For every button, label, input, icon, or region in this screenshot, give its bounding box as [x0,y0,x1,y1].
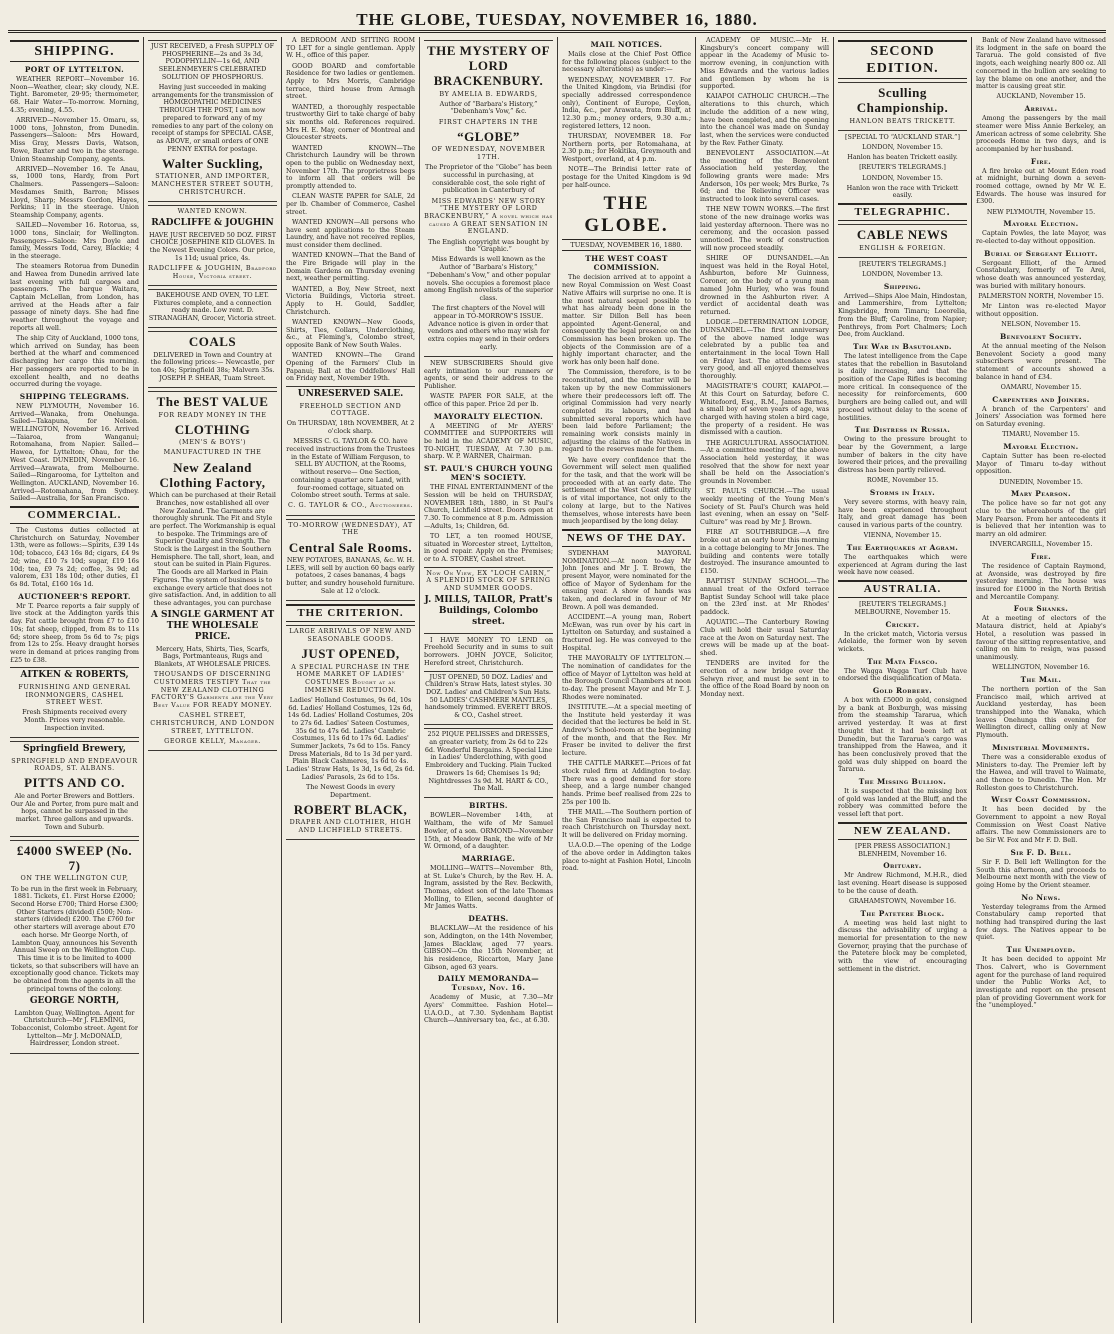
shipping-news-2: The ship City of Auckland, 1000 tons, which arrived on Sunday, has been berthed at the wharf and commenced discharging her cargo this morning. Her passengers are reported to be in excellent health, and no deaths occurred during the voyage. [10,334,139,389]
radcliffe-address: RADCLIFFE & JOUGHIN, Bradford House, Victoria street. [148,263,277,280]
west-coast-body-3: We have every confidence that the Government will select men qualified for the task, and that the work will be proceeded with at an early date. The settlement of the West Coast difficulty is of vital importance, not only to the colony at large, but to the Natives themselves, whose interests have been much jeopardised by the long delay. [562,455,691,526]
mayoral-body: Captain Powles, the late Mayor, was re-elected to-day without opposition. [976,229,1106,246]
mail-heading: MAIL NOTICES. [590,40,663,49]
pitts-body: Ale and Porter Brewers and Bottlers. Our Ale and Porter, from pure malt and hops, cannot be surpassed in the market. Three gallons and upwards. Town and Suburb. [10,791,139,831]
ad-pique [424,728,553,798]
just-received: JUST RECEIVED, a Fresh SUPPLY OF PHOSPHERINE—2s and 3s 3d, PODOPHYLLIN—1s 6d, AND SEELENMEYER'S CELEBRATED SOLUTION OF PHOSPHORUS. [150,42,275,81]
sale-body: MESSRS C. G. TAYLOR & CO. have received instructions from the Trustees in the Estate of William Ferguson, to SELL BY AUCTION, at the Rooms, without reserve— One Section, containing a quarter acre Land, with four-roomed cottage, situated on Colombo street south. Terms at sale. [286,437,415,500]
mata-subhead: The Mata Fiasco. [867,656,938,666]
auction-body: Mr T. Pearce reports a fair supply of live stock at the Addington yards this day. Fat cattle brought from £7 to £10 10s; fat sheep, clipped, from 8s to 11s 6d; store sheep, from 5s 6d to 7s; pigs from 12s to 25s. Heavy draught horses were in demand at prices ranging from £25 to £38. [10,601,139,664]
fire-body: A fire broke out at Mount Eden road at midnight, burning down a seven-roomed cottage, owned by Mr W. E. Edwards. The house was insured for £300. [976,166,1106,206]
large-arrivals: LARGE ARRIVALS OF NEW AND SEASONABLE GOODS. [289,627,412,643]
globe-dateline: TUESDAY, NOVEMBER 16, 1880. [562,239,691,251]
shipping-heading: SHIPPING. [10,40,139,62]
copyright: The English copyright was bought by the “Graphic.” [428,237,549,254]
distress-body: Owing to the pressure brought to bear by the Government, a large number of bakers in the city have lowered their prices, and the prevailing distress has been partly relieved. [838,435,967,475]
second-edition: SECOND EDITION. [838,40,967,79]
oamaru-dateline: OAMARU, November 15. [1000,382,1082,391]
sweep-body: To be run in the first week in February, 1881. Tickets, £1. First Horse £2000; Second Horse £700; Third Horse £300; Other Starters (divided) £500; Non-starters (divided) £200. The £760 for other starters will average about £70 each horse. Mr George North, of Lambton Quay, announces his Seventh Annual Sweep on the Wellington Cup. This time it is to be limited to 4000 tickets, so that subscribers will have an exceptionally good chance. Tickets may be obtained from the agents in all the principal towns of the colony. [10,884,139,993]
dunedin-dateline: DUNEDIN, November 15. [999,477,1083,486]
arrival-subhead: Arrival. [1024,104,1058,114]
costume-list: Ladies' Holland Costumes, 9s 6d, 10s 6d. Ladies' Holland Costumes, 12s 6d, 14s 6d. Ladies' Holland Costumes, 20s to 27s 6d. Ladies' Sateen Costumes, 35s 6d to 47s 6d. Ladies' Cambric Costumes, 11s 6d to 17s 6d. Ladies' Summer Jackets, 7s 6d to 15s. Fancy Dress Materials, 8d to 1s 3d per yard. Plain Black Cashmeres, 1s 6d to 4s. Ladies' Straw Hats, 1s 3d, 1s 6d, 2s 6d. Ladies' Parasols, 2s 6d to 15s. [286,695,415,781]
cricket-body: In the cricket match, Victoria versus Adelaide, the former won by seven wickets. [838,629,967,653]
springfield-line: SPRINGFIELD AND ENDEAVOUR ROADS, ST. ALBANS. [11,756,138,773]
obituary-subhead: Obituary. [883,861,922,871]
earthquakes-subhead: The Earthquakes at Agram. [846,543,959,553]
hanlon-body-1: Hanlon has beaten Trickett easily. [847,153,958,162]
unemployed-subhead: The Unemployed. [1006,945,1076,955]
ad-board: GOOD BOARD and comfortable Residence for two ladies or gentlemen. Apply to Mrs Morris, Cambridge terrace, third house from Armagh street. [286,61,415,101]
news-benevolent: BENEVOLENT ASSOCIATION.—At the meeting of the Benevolent Association held yesterday, the following grants were made: Mrs Anderson, 10s per week; Mrs Burke, 7s 6d; and the Relieving Officer was instructed to look into several cases. [700,148,829,204]
bell-subhead: Sir F. D. Bell. [1010,847,1072,857]
radcliffe-line: HAVE JUST RECEIVED 50 DOZ. FIRST CHOICE JOSEPHINE KID GLOVES. In the Newest Evening Colors. Our price, 1s 11d; usual price, 4s. [148,230,277,262]
daily-heading: DAILY MEMORANDA—Tuesday, Nov. 16. [437,974,540,993]
ad-known-3: WANTED KNOWN—New Goods, Shirts, Ties, Collars, Underclothing, &c., at Fleming's, Colombo street, opposite Bank of New South Wales. [286,317,415,350]
missing-subhead: The Missing Bullion. [858,777,947,787]
column-3 [282,37,420,1323]
four-body: At a meeting of electors of the Mataura district, held at Apiaby's Hotel, a resolution was passed in favour of the sitting representative, and calling on him to resign, was passed unanimously. [976,614,1106,661]
st-pauls-heading: ST. PAUL'S CHURCH YOUNG MEN'S SOCIETY. [424,464,553,483]
special-purchase: A SPECIAL PURCHASE IN THE HOME MARKET OF LADIES' COSTUMES Bought at an IMMENSE REDUCTION. [291,662,410,694]
commercial-heading: COMMERCIAL. [10,506,139,524]
globe-date: OF WEDNESDAY, NOVEMBER 17TH. [431,145,546,162]
daily-body: Academy of Music, at 7.30—Mr Ayers' Committee. Fashion Hotel—U.A.O.D., at 7.30. Sydenham Baptist Church—Anniversary tea, &c., at 6.30. [424,993,553,1025]
shipping-telegrams: NEW PLYMOUTH, November 16. Arrived—Wanaka, from Onehunga. Sailed—Takapuna, for Nelson. WELLINGTON, November 16. Arrived—Taiaroa, from Wanganui; Rotomahana, from Napier. Sailed—Hawea, for Lyttelton; Ohau, for the West Coast. DUNEDIN, November 16. Arrived—Arawata, from Melbourne. Sailed—Ringarooma, for Lyttelton and Wellington. AUCKLAND, November 16. Arrived—Rotomahana, from Sydney. Sailed—Australia, for San Francisco. [10,401,139,503]
port-heading: PORT OF LYTTELTON. [24,65,125,74]
sculling-block [838,82,967,131]
news-2: ACCIDENT.—A young man, Robert McEwan, was run over by his cart in Lyttelton on Saturday, and sustained a fractured leg. He was conveyed to the Hospital. [562,613,691,652]
sale-date: On THURSDAY, 18th NOVEMBER, At 2 o'clock sharp. [286,419,415,436]
ad-laundry: WANTED KNOWN—The Christchurch Laundry will be thrown open to the public on Wednesday next, November 17th. The proprietress begs to inform all that orders will be promptly attended to. [286,143,415,191]
ad-bakehouse [148,289,277,328]
commission-body: It has been decided by the Government to appoint a new Royal Commission on West Coast Native affairs. The new Commissioners are to be Sir W. Fox and Mr F. D. Bell. [976,805,1106,845]
vienna-dateline: VIENNA, November 15. [863,531,942,540]
mail-note: NOTE—The Brindisi letter rate of postage for the United Kingdom is 9d per half-ounce. [562,165,691,189]
no-news-body: Yesterday telegrams from the Armed Constabulary camp reported that nothing had transpired during the last few days. The Natives appear to be quiet. [976,902,1106,942]
commercial-body: The Customs duties collected at Christchurch on Saturday, November 13th, were as follows:—Spirits, £39 14s 10d; tobacco, £43 16s 8d; cigars, £4 9s 2d; wine, £10 7s 10d; sugar, £19 16s 10d; tea, £9 7s 2d; coffee, 3s 9d; ad valorem, £31 18s 10d; other duties, £1 6s 8d. Total, £160 16s 1d. [10,526,139,588]
new-plymouth-dateline: NEW PLYMOUTH, November 15. [986,207,1096,216]
cashel-street: CASHEL STREET, CHRISTCHURCH, AND LONDON STREET, LYTTELTON. [150,711,275,735]
column-7 [834,37,972,1323]
news-tender: TENDERS are invited for the erection of a new bridge over the Selwyn river, and must be sent in to the office of the Road Board by noon on Monday next. [700,659,829,698]
wellington-dateline: WELLINGTON, November 16. [992,663,1090,672]
wanted-known: WANTED KNOWN. [177,206,248,215]
pique-body: 252 PIQUE PELISSES and DRESSES, an greater variety, from 2s 6d to 22s 6d. Wonderful Bargains. A Special Line in Ladies' Underclothing, with good Embroidery and Tucking. Plain Tucked Drawers 1s 6d; Chemises 1s 9d; Nightdresses 3s 9d. M. HART & CO., The Mall. [424,730,553,793]
newest-goods: The Newest Goods in every Department. [306,783,395,799]
fire-2-subhead: Fire. [1030,551,1052,561]
manager: GEORGE KELLY, Manager. [164,736,261,745]
weather-report: WEATHER REPORT—November 16. Noon—Weather, clear; sky cloudy, N.E. Tight. Barometer, 29·95; thermometer, 68. Hair Water—To-morrow. Morning, 4.35; evening, 4.55. [10,75,139,114]
bank-gold: Bank of New Zealand have witnessed its lodgment in the safe on board the Tararua. The gold consisted of five ingots, each weighing nearly 800 oz. All concerned in the bullion are seeking to lay the blame on one another, and the matter is causing great stir. [976,37,1106,91]
aitken-name: AITKEN & ROBERTS, [20,670,129,681]
homoeopathic-notice: Having just succeeded in making arrangements for the transmission of HOMŒOPATHIC MEDICINES THROUGH THE POST, I am now prepared to forward any of my remedies to any part of the colony on receipt of stamps for SPECIAL CASE, as ABOVE, or small orders of ONE PENNY EXTRA for postage. [151,83,274,153]
robert-black: ROBERT BLACK, [293,801,408,817]
news-dunsandel: SHIRE OF DUNSANDEL.—An inquest was held in the Royal Hotel, Ashburton, before Mr Guinness, Coroner, on the body of a young man named John Hurley, who was found drowned in the Ashburton river. A verdict of accidental death was returned. [700,253,829,316]
carpenters-body: A branch of the Carpenters' and Joiners' Association was formed here on Saturday evening. [976,404,1106,429]
unreserved-sale: UNRESERVED SALE. [297,389,404,400]
column-1 [6,37,144,1323]
hanlon-body-2: Hanlon won the race with Trickett easily. [846,183,959,200]
sweep-title: £4000 SWEEP (No. 7) [16,842,133,873]
news-heading: NEWS OF THE DAY. [562,529,691,547]
news-catholic: KAIAPOI CATHOLIC CHURCH.—The alterations to this church, which include the addition of a new wing, have been completed, and the opening into the chancel was made on Sunday last, when the services were conducted by the Rev. Father Ginaty. [700,92,829,147]
bakehouse-body: BAKEHOUSE AND OVEN, TO LET. Fixtures complete, and a connection ready made. Low rent. D. STRANAGHAN, Grocer, Victoria street. [148,290,277,322]
cable-block [838,224,967,258]
reuter-1: [REUTER'S TELEGRAMS.] [859,163,946,172]
timaru-dateline: TIMARU, November 15. [1002,430,1080,439]
marriage-body: MOLLING—WATTS—November 8th, at St. Luke's Church, by the Rev. H. A. Ingram, assisted by the Rev. Beckwith, Thomas, eldest son of the late Thomas Molling, to Ellen, second daughter of Mr James Watts. [424,863,553,911]
ad-coals [148,331,277,388]
palmerston-dateline: PALMERSTON NORTH, November 15. [978,292,1104,301]
arrived-2: ARRIVED—November 16. Te Anau, ss, 1000 tons, Hardy, from Port Chalmers. Passengers—Saloon: Mesdames Smith, Barron; Misses Lloyd, Sharp; Messrs Gordon, Hayes, Perkins; 11 in the steerage. Union Steamship Company, agents. [10,164,139,219]
nz-clothing-body: Which can be purchased at their Retail Branches, now established all over New Zealand. The Garments are thoroughly shrunk. The Fit and Style are perfect. The Workmanship is equal to bespoke. The Trimmings are of Superior Quality and Strength. The Stock is the Largest in the Southern Hemisphere. The tall, short, lean, and stout can be suited in Plain Figures. The Goods are all Marked in Plain Figures. The system of business is to exchange every article that does not give satisfaction. And, in addition to all these advantages, you can purchase [149,491,276,607]
first-chapters: FIRST CHAPTERS IN THE [438,117,539,126]
masthead [8,4,1106,33]
war-subhead: The War in Basutoland. [853,341,952,351]
ad-mills [424,567,553,634]
london-dateline-3: LONDON, November 13. [862,270,943,279]
new-subscribers: NEW SUBSCRIBERS Should give early intimation to our runners or agents, or send their address to the Publisher. [424,358,553,390]
ministerial-body: There was a considerable exodus of Ministers to-day. The Premier left by the Hawea, and will travel to Waimate, and thence to Dunedin. The Hon. Mr Rolleston goes to Christchurch. [976,752,1106,792]
new-story: MISS EDWARDS' NEW STORY “THE MYSTERY OF LORD BRACKENBURY,” A novel which has caused A GREAT SENSATION IN ENGLAND. [424,196,553,236]
tomorrow: TO-MORROW (WEDNESDAY), AT THE [288,520,413,537]
news-1: SYDENHAM MAYORAL NOMINATION.—At noon to-day Mr John Jones and Mr J. T. Brown, the present Mayor, were nominated for the office of Mayor of Sydenham for the ensuing year. A show of hands was taken, and declared in favour of Mr Brown. A poll was demanded. [562,548,691,611]
english-foreign: ENGLISH & FOREIGN. [859,243,946,252]
waste-paper: WASTE PAPER FOR SALE, at the office of this paper. Price 2d per lb. [424,392,553,408]
special-auckland: [SPECIAL TO “AUCKLAND STAR.”] [845,132,960,141]
melbourne-dateline: [REUTER'S TELEGRAMS.] MELBOURNE, November 15. [854,600,951,616]
patetere-body: A meeting was held last night to discuss the advisability of urging a memorial for presentation to the new Governor, praying that the purchase of the Patetere block may be completed, with the view of encouraging settlement in the district. [838,918,967,973]
north-address: Lambton Quay, Wellington. Agent for Christchurch—Mr J. FLEMING, Tobacconist, Colombo street. Agent for Lyttelton—Mr J. McDONALD, Hairdresser, London street. [11,1008,138,1048]
pitts-name: PITTS AND CO. [24,775,125,791]
central-sale-rooms: Central Sale Rooms. [288,539,413,555]
australia-heading: AUSTRALIA. [838,580,967,598]
births-body: BOWLER—November 14th, at Waltham, the wife of Mr Samuel Bowler, of a son. ORMOND—November 15th, at Meadow Bank, the wife of Mr W. Ormond, of a daughter. [424,811,553,851]
mail-subhead: The Mail. [1020,674,1062,684]
ministerial-subhead: Ministerial Movements. [992,742,1090,752]
ad-everett [424,671,553,726]
ad-boy-wanted: WANTED, a Boy, New Street, next Victoria Buildings, Victoria street. Apply to H. Gould, Saddler, Christchurch. [286,284,415,316]
author-line: Author of “Barbara's History,” “Debenham's Vow,” &c. [439,99,538,116]
marriage-heading: MARRIAGE. [461,853,516,863]
thousands: THOUSANDS OF DISCERNING CUSTOMERS TESTIFY That the NEW ZEALAND CLOTHING FACTORY'S Garments are the Very Best Value FOR READY MONEY. [151,670,274,710]
ad-mystery [424,40,553,357]
aitken-body: Fresh Shipments received every Month. Prices very reasonable. Inspection invited. [22,708,127,732]
mata-body: The Wagga Wagga Turf Club have endorsed the disqualification of Mata. [838,666,967,683]
commission-subhead: West Coast Commission. [991,795,1091,805]
hanlon-beats: HANLON BEATS TRICKETT. [849,116,956,125]
ad-known-1: WANTED KNOWN—All persons who have sent applications to the Steam Laundry, and have not received replies, must consider them declined. [286,217,415,250]
arrived-1: ARRIVED—November 15. Omaru, ss, 1000 tons, Johnston, from Dunedin. Passengers—Saloon: Mrs Howard, Miss Gray, Messrs Davis, Watson, Rowe, Baxter and two in the steerage. Union Steamship Company, agents. [10,116,139,163]
now-on-view: Now On View, EX “LOCH CAIRN,” A SPLENDID STOCK OF SPRING AND SUMMER GOODS. [426,568,551,593]
reuters-2: [REUTER'S TELEGRAMS.] [859,259,946,268]
nz-clothing-factory: New Zealand Clothing Factory, [159,459,266,490]
news-agricultural: THE AGRICULTURAL ASSOCIATION.—At a committee meeting of the above Association held yesterday, it was resolved that the show for next year shall be held on the Association's grounds in November. [700,438,829,486]
west-coast-body-1: The decision arrived at to appoint a new Royal Commission on West Coast Native Affairs will surprise no one. It is the most natural sequel possible to what has already been done in the matter. Sir Dillon Bell has been appointed Agent-General, and consequently the legal presence on the Commission has been broken up. The objects of the Commission are of a highly important character, and the work has only been half done. [562,273,691,367]
aitken-line: FURNISHING AND GENERAL IRONMONGERS, CASHEL STREET WEST. [18,682,131,707]
suckling-line: STATIONER, AND IMPORTER, MANCHESTER STREET SOUTH, CHRISTCHURCH. [151,172,274,196]
ad-freehold-sale [286,386,415,516]
final-entertainment: THE FINAL ENTERTAINMENT of the Session will be held on THURSDAY, NOVEMBER 18th, 1880, in St Paul's Church, Lichfield street. Doors open at 7.30. To commence at 8 p.m. Admission—Adults, 1s; Children, 6d. [424,483,553,530]
storms-subhead: Storms in Italy. [869,488,936,497]
ad-clothing-factory [148,391,277,751]
mayoral-subhead: Mayoral Election. [1003,219,1079,229]
first-chapters-notice: The first chapters of the Novel will appear in TO-MORROW'S ISSUE. Advance notice is given in order that vendors and others who may wish for extra copies may send in their orders early. [427,304,550,351]
distress-subhead: The Distress in Russia. [854,425,951,435]
burial-subhead: Burial of Sergeant Elliott. [984,248,1098,258]
burial-body: Sergeant Elliott, of the Armed Constabulary, formerly of Te Arei, whose death was announced yesterday, was buried with military honours. [976,258,1106,290]
news-lodge: LODGE.—DETERMINATION LODGE, DUNSANDEL.—The first anniversary of the above named lodge was celebrated by a public tea and entertainment in the local Town Hall on Friday last. The attendance was very good, and all enjoyed themselves thoroughly. [700,318,829,381]
news-academy: ACADEMY OF MUSIC.—Mr H. Kingsbury's concert company will appear in the Academy of Music to-morrow evening, in conjunction with Miss Edwards and the various ladies and gentlemen by whom he is supported. [700,37,829,91]
departed: SAILED—November 16. Rotorua, ss, 1000 tons, Sinclair, for Wellington. Passengers—Saloon: Mrs Doyle and family, Messrs Todd, Carey, Blackie; 4 in the steerage. [10,221,139,260]
single-garment: A SINGLE GARMENT AT THE WHOLESALE PRICE. [150,610,275,643]
news-fire: FIRE AT SOUTHBRIDGE.—A fire broke out at an early hour this morning in a cottage belonging to Mr Jones. The building and contents were totally destroyed. The insurance amounted to £150. [700,528,829,575]
news-st-pauls: ST. PAUL'S CHURCH.—The usual weekly meeting of the Young Men's Society of St. Paul's Church was held last evening, when an essay on “Self-Culture” was read by Mr J. Brown. [700,487,829,527]
column-6 [696,37,834,1323]
ad-bedroom: A BEDROOM AND SITTING ROOM TO LET for a single gentleman. Apply W. H., office of this paper. [286,37,415,60]
radcliffe-name: RADCLIFFE & JOUGHIN [151,218,274,229]
mystery-title: THE MYSTERY OF LORD BRACKENBURY. [426,43,551,88]
manufactured: MANUFACTURED IN THE [163,448,262,457]
news-5: THE CATTLE MARKET.—Prices of fat stock ruled firm at Addington to-day. There was a good demand for store sheep, and a large number changed hands. Prime beef realised from 22s to 25s per 100 lb. [562,759,691,806]
news-7: U.A.O.D.—The opening of the Lodge of the above order in Addington takes place to-night at Fashion Hotel, Lincoln road. [562,841,691,873]
missing-body: It is suspected that the missing box of gold was landed at the Bluff, and the robbery was committed before the vessel left that port. [838,787,967,819]
news-town-works: THE NEW TOWN WORKS.—The first stone of the new drainage works was laid yesterday afternoon. There was no ceremony, and the occasion passed unnoticed. The work of construction will now proceed steadily. [700,205,829,252]
carpenters-subhead: Carpenters and Joiners. [992,394,1090,404]
draper: DRAPER AND CLOTHIER, HIGH AND LICHFIELD STREETS. [289,818,412,835]
telegrams-heading: SHIPPING TELEGRAMS. [19,391,130,401]
news-6: THE MAIL.—The Southern portion of the San Francisco mail is expected to reach Christchurch on Thursday next. It will be delivered on Friday morning. [562,807,691,840]
mercery: Mercery, Hats, Shirts, Ties, Scarfs, Bags, Portmanteaus, Rugs and Blankets, AT WHOLESALE PRICES. [154,644,271,669]
mens-boys: (MEN'S & BOYS') [178,438,247,447]
mayoral-meeting: A MEETING of Mr AYERS' COMMITTEE and SUPPORTERS will be held in the ACADEMY OF MUSIC, TO-NIGHT, TUESDAY, At 7.30 p.m. sharp. W. P. WARNER, Chairman. [424,421,553,461]
london-dateline-2: LONDON, November 15. [862,173,943,182]
column-8 [972,37,1110,1323]
auctioneers: C. G. TAYLOR & CO., Auctioneers. [288,501,413,510]
mayoral-2-body: Captain Sutter has been re-elected Mayor of Timaru to-day without opposition. [976,451,1106,476]
sculling-title: Sculling Championship. [856,85,949,115]
shipping-subhead: Shipping. [883,281,922,291]
ad-springfield [10,741,139,837]
mills-tailor: J. MILLS, TAILOR, Pratt's Buildings, Colombo street. [424,595,553,628]
mail-body: Mails close at the Chief Post Office for the following places (subject to the necessary alterations) as under:— [562,50,691,74]
globe-name: “GLOBE” [457,128,520,144]
news-4: INSTITUTE.—At a special meeting of the Institute held yesterday it was decided that the lectures be held in St. Andrew's School-room at the beginning of the month, and that the Rev. Mr Fraser be invited to deliver the first lecture. [562,702,691,758]
london-dateline-1: LONDON, November 15. [862,142,943,151]
best-value: The BEST VALUE [156,394,269,409]
births-heading: BIRTHS. [469,801,508,811]
news-sunday-school: BAPTIST SUNDAY SCHOOL.—The annual treat of the Oxford terrace Baptist Sunday School will take place on the 23rd inst. at Mr Rhodes' paddock. [700,577,829,616]
ad-waste-paper: CLEAN WASTE PAPER for SALE, 2d per lb. Chamber of Commerce, Cashel street. [286,192,415,216]
ad-girl-wanted: WANTED, a thoroughly respectable trustworthy Girl to take charge of baby six months old. References required. Mrs H. E. May, corner of Montreal and Gloucester streets. [286,102,415,142]
potatoes-sale: NEW POTATOES, BANANAS, &c. W. H. LEES, will sell by auction 60 bags early potatoes, 2 cases bananas, 4 bags butter, and sundry household furniture. Sale at 12 o'clock. [286,556,415,595]
suckling-name: Walter Suckling, [162,155,263,171]
fire-2-body: The residence of Captain Raymond, at Avonside, was destroyed by fire yesterday morning. The house was insured for £1000 in the North British and Mercantile Company. [976,561,1106,601]
north-name: GEORGE NORTH, [29,996,120,1006]
ad-known-4: WANTED KNOWN—The Grand Opening of the Farmers' Club in Papanui; Ball at the Oddfellows' Hall on Friday next, November 19th. [286,351,415,383]
mayoral-heading: MAYORALTY ELECTION. [433,411,544,421]
author: BY AMELIA B. EDWARDS, [439,89,538,98]
mary-body: The police have so far not got any clue to the whereabouts of the girl Mary Pearson. From her antecedents it is believed that her intention was to marry an old admirer. [976,499,1106,539]
mayoral-2-subhead: Mayoral Election. [1003,441,1079,451]
deaths-body: BLACKLAW—At the residence of his son, Addington, on the 14th November, James Blacklaw, aged 77 years. GIBSON—On the 15th November, at his residence, Riccarton, Mary Jane Gibson, aged 63 years. [424,924,553,971]
war-body: The latest intelligence from the Cape states that the rebellion in Basutoland is daily increasing, and that the position of the Cape Rifles is becoming more critical. In consequence of the necessity for reinforcements, 600 burghers are being called out, and will proceed without delay to the scene of hostilities. [838,351,967,422]
west-coast-body-2: The Commission, therefore, is to be reconstituted, and the matter will be taken up by the new Commissioners where their predecessors left off. The original Commission had very nearly completed its labours, and had submitted several reports which have been laid before Parliament; the remaining work consists mainly in adjusting the claims of the Natives in regard to the reserves made for them. [562,368,691,454]
globe-masthead: THE GLOBE. [584,193,669,237]
freehold-section: FREEHOLD SECTION AND COTTAGE. [299,401,402,418]
ad-aitken [10,667,139,738]
cricket-subhead: Cricket. [885,619,920,629]
auction-heading: AUCTIONEER'S REPORT. [18,591,131,601]
gold-subhead: Gold Robbery. [872,686,933,696]
mary-subhead: Mary Pearson. [1011,489,1071,499]
mail-wednesday: WEDNESDAY, NOVEMBER 17. For the United Kingdom, via Brindisi (for specially addressed correspondence only), Continent of Europe, Ceylon, India, &c., per Arawata, from Bluff, at 12.30 p.m.; money orders, 9.30 a.m.; registered letters, 12 noon. [562,75,691,130]
storms-body: Very severe storms, with heavy rain, have been experienced throughout Italy, and great damage has been caused in various parts of the country. [838,498,967,530]
sculling-reports [838,134,967,200]
ready-money: FOR READY MONEY IN THE [158,410,267,419]
shipping-news-1: The steamers Rotorua from Dunedin and Hawea from Dunedin arrived late last evening with full cargoes and passengers. The barque Waitara, Captain McLellan, from London, has arrived at the Heads after a fair passage of ninety days. She had fine weather throughout the voyage and reports all well. [10,262,139,332]
arrival-body: Among the passengers by the mail steamer were Miss Annie Berkeley, an American actress of some celebrity. She proceeds Home in two days, and is accompanied by her husband. [976,114,1106,153]
deaths-heading: DEATHS. [468,914,509,924]
nz-heading: NEW ZEALAND. [838,822,967,840]
ad-known-2: WANTED KNOWN—That the Band of the Fire Brigade will play in the Domain Gardens on Thursday evening next, weather permitting. [286,251,415,283]
fire-subhead: Fire. [1030,156,1052,166]
benevolent-body: At the annual meeting of the Nelson Benevolent Society a good many subscribers were present. The statement of accounts showed a balance in hand of £34. [976,341,1106,381]
criterion-heading: THE CRITERION. [286,604,415,622]
ad-central-sale [286,519,415,601]
patetere-subhead: The Patetere Block. [860,908,945,918]
ad-phosphorus [148,40,277,202]
palmerston-body: Mr Linton was re-elected Mayor without opposition. [976,302,1106,318]
proprietor: The Proprietor of the “Globe” has been successful in purchasing, at considerable cost, the sole right of publication in Canterbury of [424,163,553,195]
nelson-dateline: NELSON, November 15. [1001,320,1081,329]
just-opened: JUST OPENED, [301,646,400,661]
columns [6,37,1108,1323]
press-dateline: [PER PRESS ASSOCIATION.] BLENHEIM, November 16. [855,841,950,858]
mail-thursday: THURSDAY, NOVEMBER 18. For Northern ports, per Rotomahana, at 2.30 p.m.; for Hokitika, Greymouth and Westport, overland, at 4 p.m. [562,132,691,164]
column-2 [144,37,282,1323]
ad-radcliffe [148,205,277,286]
house-to-let: TO LET, a ten roomed HOUSE, situated in Worcester street, Lyttelton, in good repair. Apply on the Premises; or to A. STOREY, Cashel street. [424,531,553,563]
money-to-lend: I HAVE MONEY TO LEND on Freehold Security and in sums to suit borrowers. JOHN JOYCE, Solicitor, Hereford street, Christchurch. [424,635,553,667]
benevolent-subhead: Benevolent Society. [999,331,1083,341]
cable-datelines [838,261,967,279]
grahamstown-dateline: GRAHAMSTOWN, November 16. [849,896,956,905]
rome-dateline: ROME, November 15. [866,476,939,485]
gold-body: A box with £5000 in gold, consigned by a bank at Boxburgh, was missing from the steamship Tararua, which arrived yesterday. It was at first thought that it had been left at Dunedin, but the Tararua's cargo was transhipped from the Hawea, and it has been conclusively proved that the gold was duly shipped on board the Tararua. [838,696,967,774]
news-magistrate: MAGISTRATE'S COURT, KAIAPOI.—At this Court on Saturday, before C. Whitefoord, Esq., R.M., James Barnes, a small boy of seven years of age, was charged with having stolen a bird cage, the property of a resident. He was dismissed with a caution. [700,382,829,437]
news-aquatic: AQUATIC.—The Canterbury Rowing Club will hold their usual Saturday race at the Avon on Saturday next. The crews will be made up at the boat-shed. [700,618,829,657]
miss-edwards: Miss Edwards is well known as the Author of “Barbara's History,” “Debenham's Vow,” and other popular novels. She occupies a foremost place among English novelists of the superior class. [424,255,553,302]
masthead-title: THE GLOBE, TUESDAY, NOVEMBER 16, 1880. [356,10,758,29]
west-coast-heading: THE WEST COAST COMMISSION. [585,254,668,273]
shipping-body: Arrived—Ships Aloe Main, Hindostan, and Lammershire, from Lyttelton; Kingsbridge, from Timaru; Loeorelia, from the Bluff; Caroline, from Napier; Penthreys, from Port Chalmers; Loch Dee, from Auckland. [838,291,967,339]
sweep-line: ON THE WELLINGTON CUP, [20,874,129,883]
invercargill-dateline: INVERCARGILL, November 15. [989,540,1093,549]
news-3: THE MAYORALTY OF LYTTELTON.—The nomination of candidates for the office of Mayor of Lyttelton was held at the Borough Council Chambers at noon to-day. The present Mayor and Mr T. J. Rhodes were nominated. [562,654,691,701]
column-5 [558,37,696,1323]
column-4 [420,37,558,1323]
coals-title: COALS [188,334,237,350]
auckland-dateline: AUCKLAND, November 15. [996,92,1086,101]
no-news-subhead: No News. [1021,892,1061,902]
unemployed-body: It has been decided to appoint Mr Thos. Calvert, who is Government agent for the purchase of land required under the Public Works Act, to investigate and report on the present plan of providing Government work for the “unemployed.” [976,955,1106,1010]
mail-body-8: The northern portion of the San Francisco mail, which arrived at Auckland yesterday, has been transhipped into the Wanaka, which leaves Onehunga this evening for Wellington direct, calling only at New Plymouth. [976,684,1106,740]
four-subhead: Four Shanks. [1013,604,1069,614]
cable-news: CABLE NEWS [856,227,949,243]
everett-body: JUST OPENED, 50 DOZ. Ladies' and Children's Straw Hats, latest styles. 30 DOZ. Ladies' and Children's Sun Hats. 50 LADIES' CASHMERE MANTLES, handsomely trimmed. EVERETT BROS. & CO., Cashel street. [424,672,553,720]
ad-sweep [10,840,139,1054]
coals-body: DELIVERED in Town and Country at the following prices:— Newcastle, per ton 40s; Springfield 38s; Malvern 35s. JOSEPH P. SHEAR, Tuam Street. [150,350,275,382]
ad-criterion [286,625,415,840]
bell-body: Sir F. D. Bell left Wellington for the South this afternoon, and proceeds to Melbourne next month with the view of going Home by the Orient steamer. [976,857,1106,889]
telegraphic-heading: TELEGRAPHIC. [838,203,967,221]
springfield-name: Springfield Brewery, [23,744,126,755]
obituary-body: Mr Andrew Richmond, M.H.R., died last evening. Heart disease is supposed to be the cause of death. [838,871,967,895]
clothing: CLOTHING [174,421,251,437]
earthquakes-body: The earthquakes which were experienced at Agram during the last week have now ceased. [838,553,967,577]
